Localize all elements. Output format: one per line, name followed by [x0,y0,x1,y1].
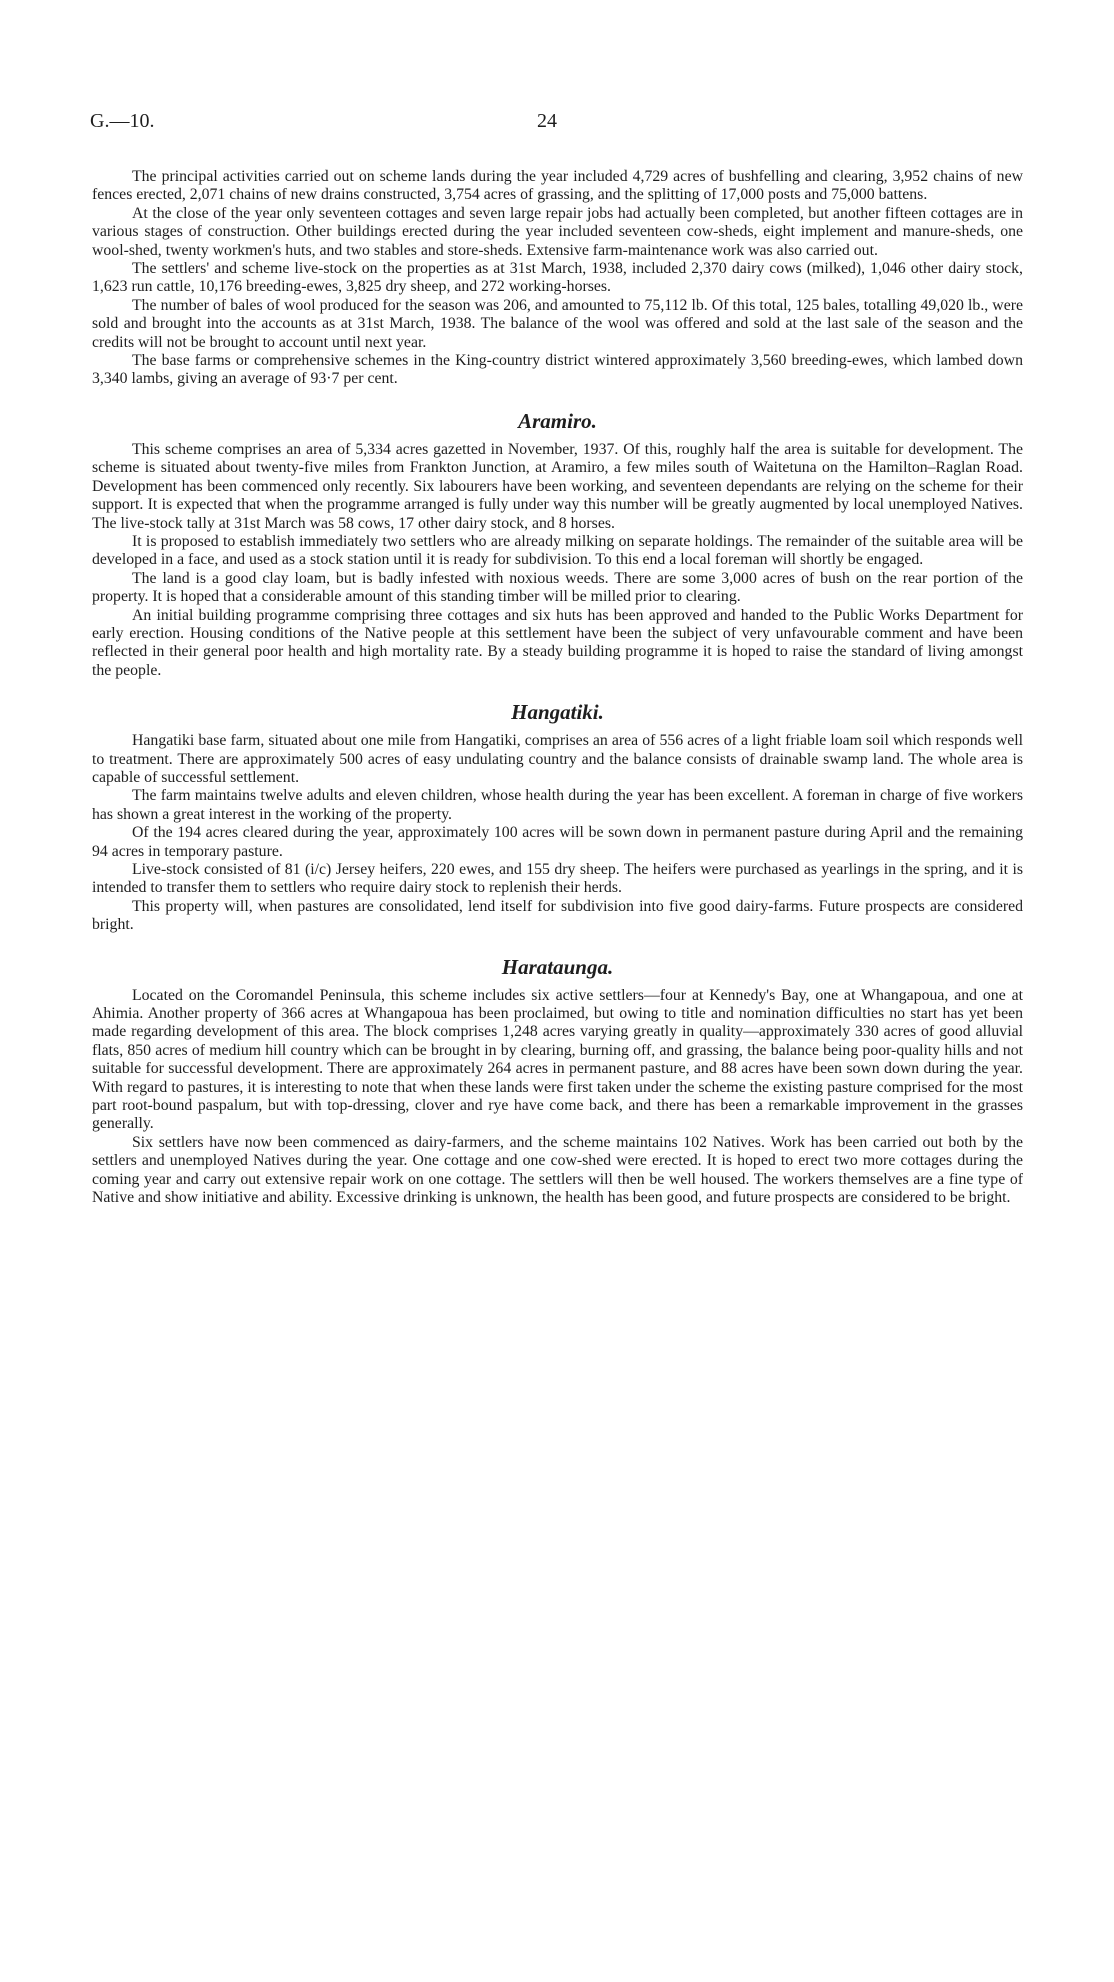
section-heading: Harataunga. [501,954,614,979]
paragraph: Hangatiki base farm, situated about one mile from Hangatiki, comprises an area of 556 acres of a light friable loam soil which responds well to treatment. There are approximately 500 acres of easy undulating country and the balance consists of drainable swamp land. The whole area is capable of successful settlement. [92,732,1023,786]
section-aramiro [92,407,1023,680]
section-heading: Hangatiki. [511,700,604,725]
paragraph: The number of bales of wool produced for the season was 206, and amounted to 75,112 lb. Of this total, 125 bales, totalling 49,020 lb., were sold and brought into the accounts as at 31st March, 1938. The balance of the wool was offered and sold at the last sale of the season and the credits will not be brought to account until next year. [92,296,1023,351]
paragraph: Located on the Coromandel Peninsula, this scheme includes six active settlers—four at Kennedy's Bay, one at Whangapoua, and one at Ahimia. Another property of 366 acres at Whangapoua has been proclaimed, but owing to title and nomination difficulties no start has yet been made regarding development of this area. The block comprises 1,248 acres varying greatly in quality—approximately 330 acres of good alluvial flats, 850 acres of medium hill country which can be brought in by clearing, burning off, and grassing, the balance being poor-quality hills and not suitable for successful development. There are approximately 264 acres in permanent pasture, and 88 acres have been sown down during the year. With regard to pastures, it is interesting to note that when these lands were first taken under the scheme the existing pasture comprised for the most part root-bound paspalum, but with top-dressing, clover and rye have come back, and there has been a remarkable improvement in the grasses generally. [92,986,1023,1133]
paragraph: Of the 194 acres cleared during the year, approximately 100 acres will be sown down in permanent pasture during April and the remaining 94 acres in temporary pasture. [92,824,1023,860]
intro-section [92,168,1023,389]
section-heading: Aramiro. [518,408,597,433]
paragraph: This scheme comprises an area of 5,334 acres gazetted in November, 1937. Of this, roughly half the area is suitable for development. The scheme is situated about twenty-five miles from Frankton Junction, at Aramiro, a few miles south of Waitetuna on the Hamilton–Raglan Road. Development has been commenced only recently. Six labourers have been working, and seventeen dependants are relying on the scheme for their support. It is expected that when the programme arranged is fully under way this number will be greatly augmented by local unemployed Natives. The live-stock tally at 31st March was 58 cows, 17 other dairy stock, and 8 horses. [92,440,1023,532]
section-harataunga [92,953,1023,1208]
page-header [90,110,1024,140]
paragraph: Six settlers have now been commenced as dairy-farmers, and the scheme maintains 102 Natives. Work has been carried out both by the settlers and unemployed Natives during the year. One cottage and one cow-shed were erected. It is hoped to erect two more cottages during the coming year and carry out extensive repair work on one cottage. The settlers will then be well housed. The workers themselves are a fine type of Native and show initiative and ability. Excessive drinking is unknown, the health has been good, and future prospects are considered to be bright. [92,1133,1023,1207]
paragraph: The farm maintains twelve adults and eleven children, whose health during the year has been excellent. A foreman in charge of five workers has shown a great interest in the working of the property. [92,787,1023,823]
paragraph: The base farms or comprehensive schemes in the King-country district wintered approximately 3,560 breeding-ewes, which lambed down 3,340 lambs, giving an average of 93·7 per cent. [92,352,1023,388]
paragraph: The land is a good clay loam, but is badly infested with noxious weeds. There are some 3,000 acres of bush on the rear portion of the property. It is hoped that a considerable amount of this standing timber will be milled prior to clearing. [92,569,1023,606]
paragraph: This property will, when pastures are consolidated, lend itself for subdivision into five good dairy-farms. Future prospects are considered bright. [92,897,1023,934]
paragraph: Live-stock consisted of 81 (i/c) Jersey heifers, 220 ewes, and 155 dry sheep. The heifers were purchased as yearlings in the spring, and it is intended to transfer them to settlers who require dairy stock to replenish their herds. [92,861,1023,897]
document-code: G.—10. [90,110,155,132]
page-number: 24 [537,110,557,132]
paragraph: It is proposed to establish immediately two settlers who are already milking on separate holdings. The remainder of the suitable area will be developed in a face, and used as a stock station until it is ready for subdivision. To this end a local foreman will shortly be engaged. [92,532,1023,569]
section-hangatiki [92,698,1023,934]
paragraph: The principal activities carried out on scheme lands during the year included 4,729 acres of bushfelling and clearing, 3,952 chains of new fences erected, 2,071 chains of new drains constructed, 3,754 acres of grassing, and the splitting of 17,000 posts and 75,000 battens. [92,168,1023,204]
paragraph: At the close of the year only seventeen cottages and seven large repair jobs had actually been completed, but another fifteen cottages are in various stages of construction. Other buildings erected during the year included seventeen cow-sheds, eight implement and manure-sheds, one wool-shed, twenty workmen's huts, and two stables and store-sheds. Extensive farm-maintenance work was also carried out. [92,204,1023,259]
paragraph: An initial building programme comprising three cottages and six huts has been approved and handed to the Public Works Department for early erection. Housing conditions of the Native people at this settlement have been the subject of very unfavourable comment and have been reflected in their general poor health and high mortality rate. By a steady building programme it is hoped to raise the standard of living amongst the people. [92,606,1023,679]
paragraph: The settlers' and scheme live-stock on the properties as at 31st March, 1938, included 2,370 dairy cows (milked), 1,046 other dairy stock, 1,623 run cattle, 10,176 breeding-ewes, 3,825 dry sheep, and 272 working-horses. [92,260,1023,296]
document-body [92,168,1023,1208]
